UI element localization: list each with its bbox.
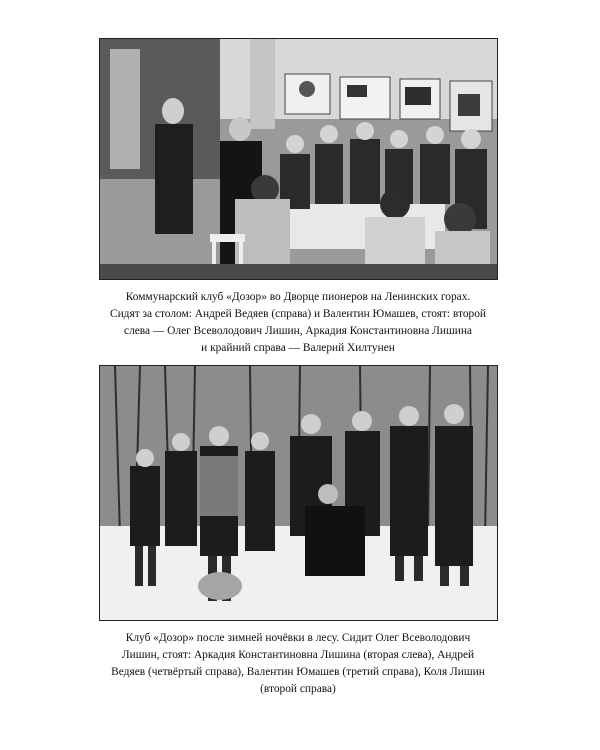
caption-winter-forest xyxy=(100,630,496,698)
caption-line: (второй справа) xyxy=(260,683,336,695)
caption-club-meeting xyxy=(100,289,496,357)
caption-line: слева — Олег Всеволодович Лишин, Аркадия Константиновна Лишина xyxy=(124,325,472,337)
photo-winter-forest xyxy=(99,365,498,621)
caption-line: Ведяев (четвёртый справа), Валентин Юмашев (третий справа), Коля Лишин xyxy=(111,666,485,678)
caption-line: Клуб «Дозор» после зимней ночёвки в лесу. Сидит Олег Всеволодович xyxy=(125,632,471,644)
caption-line: и крайний справа — Валерий Хилтунен xyxy=(201,342,395,354)
caption-line: Сидят за столом: Андрей Ведяев (справа) и Валентин Юмашев, стоят: второй xyxy=(109,308,487,320)
caption-line: Коммунарский клуб «Дозор» во Дворце пионеров на Ленинских горах. xyxy=(125,291,471,303)
caption-line: Лишин, стоят: Аркадия Константиновна Лишина (вторая слева), Андрей xyxy=(121,649,475,661)
photo-club-meeting xyxy=(99,38,498,280)
